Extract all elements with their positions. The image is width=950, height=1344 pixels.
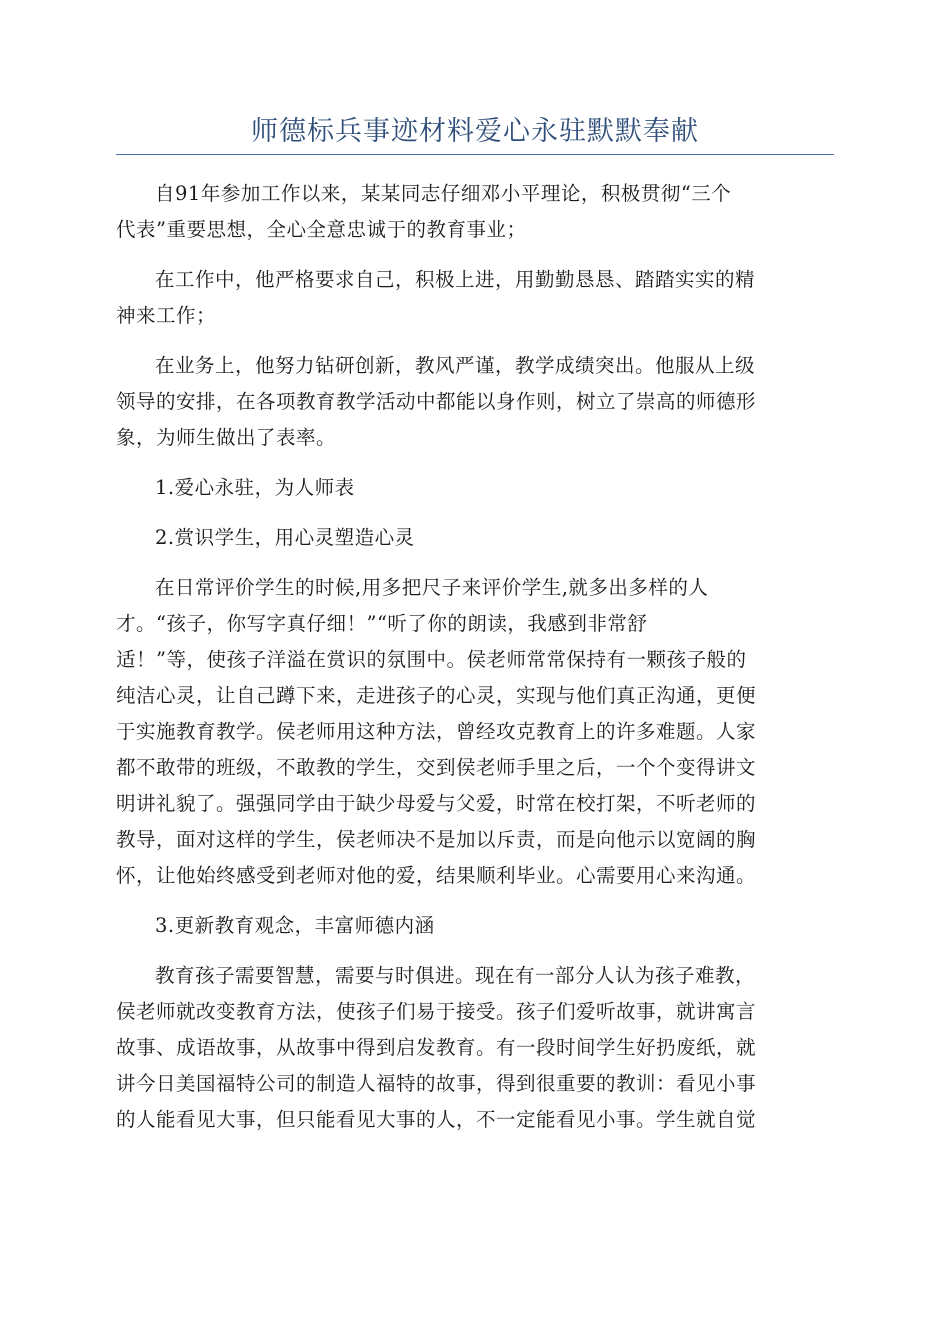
paragraph-line: 适！”等，使孩子洋溢在赏识的氛围中。侯老师常常保持有一颗孩子般的 <box>116 648 747 671</box>
paragraph-line: 神来工作； <box>116 304 217 327</box>
paragraph-line: 故事、成语故事，从故事中得到启发教育。有一段时间学生好扔废纸，就 <box>116 1036 757 1059</box>
paragraph-line: 领导的安排，在各项教育教学活动中都能以身作则，树立了崇高的师德形 <box>116 390 757 413</box>
paragraph-line: 明讲礼貌了。强强同学由于缺少母爱与父爱，时常在校打架，不听老师的 <box>116 792 757 815</box>
paragraph-line: 教育孩子需要智慧，需要与时俱进。现在有一部分人认为孩子难教， <box>155 964 756 987</box>
paragraph <box>116 262 834 334</box>
paragraph-line: 于实施教育教学。侯老师用这种方法，曾经攻克教育上的许多难题。人家 <box>116 720 757 743</box>
paragraph <box>116 908 834 944</box>
paragraph-line: 教导，面对这样的学生，侯老师决不是加以斥责，而是向他示以宽阔的胸 <box>116 828 757 851</box>
paragraph-line: 在工作中，他严格要求自己，积极上进，用勤勤恳恳、踏踏实实的精 <box>155 268 756 291</box>
paragraph-line: 自91年参加工作以来，某某同志仔细邓小平理论，积极贯彻“三个 <box>155 182 732 205</box>
paragraph <box>116 176 834 248</box>
paragraph <box>116 470 834 506</box>
title-underline <box>116 154 834 155</box>
paragraph-line: 3.更新教育观念，丰富师德内涵 <box>155 914 435 937</box>
document-title: 师德标兵事迹材料爱心永驻默默奉献 <box>251 116 699 147</box>
paragraph-line: 才。“孩子，你写字真仔细！”“听了你的朗读，我感到非常舒 <box>116 612 648 635</box>
paragraph-line: 讲今日美国福特公司的制造人福特的故事，得到很重要的教训：看见小事 <box>116 1072 757 1095</box>
paragraph-line: 1.爱心永驻，为人师表 <box>155 476 355 499</box>
paragraph <box>116 570 834 894</box>
document-body <box>116 176 834 1152</box>
paragraph-line: 代表”重要思想，全心全意忠诚于的教育事业； <box>116 218 527 241</box>
paragraph-line: 象，为师生做出了表率。 <box>116 426 337 449</box>
paragraph-line: 的人能看见大事，但只能看见大事的人，不一定能看见小事。学生就自觉 <box>116 1108 757 1131</box>
paragraph <box>116 958 834 1138</box>
paragraph <box>116 520 834 556</box>
paragraph-line: 都不敢带的班级，不敢教的学生，交到侯老师手里之后，一个个变得讲文 <box>116 756 757 779</box>
paragraph-line: 2.赏识学生，用心灵塑造心灵 <box>155 526 415 549</box>
paragraph <box>116 348 834 456</box>
paragraph-line: 侯老师就改变教育方法，使孩子们易于接受。孩子们爱听故事，就讲寓言 <box>116 1000 757 1023</box>
paragraph-line: 在业务上，他努力钻研创新，教风严谨，教学成绩突出。他服从上级 <box>155 354 756 377</box>
paragraph-line: 怀，让他始终感受到老师对他的爱，结果顺利毕业。心需要用心来沟通。 <box>116 864 757 887</box>
paragraph-line: 在日常评价学生的时候,用多把尺子来评价学生,就多出多样的人 <box>155 576 709 599</box>
paragraph-line: 纯洁心灵，让自己蹲下来，走进孩子的心灵，实现与他们真正沟通，更便 <box>116 684 757 707</box>
